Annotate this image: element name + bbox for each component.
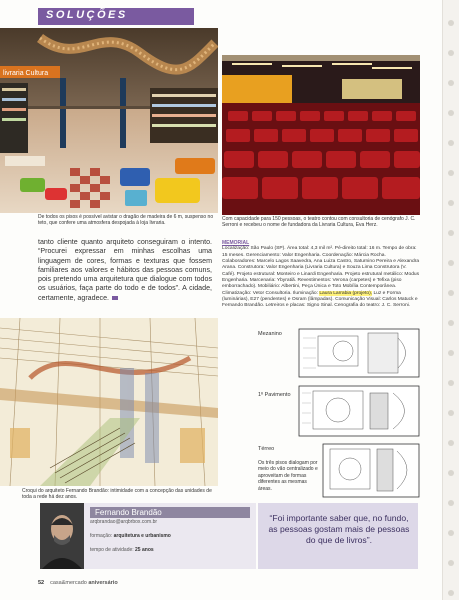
plan-mezanino <box>298 328 420 378</box>
body-text <box>38 238 212 303</box>
plan-label-mezanino: Mezanino <box>258 331 282 337</box>
memorial-text: Localização: São Paulo (SP). Área total: 4,3 mil m². Pé-direito total: 16 m. Tempo de obra: 15 meses. Gerenciamento: Valor Engenharia. Coordenação: Márcia Rocha. Colaboradores: Marcelo Lagos Saavedra, Ana Luiza Castro, Saturnino Pereira e Alexandra Arana. Construtora: Valor Engenharia (Livraria Cultura) e Souza Lima Construtora (V. Café). Projeto estrutural: Monteiro e Linardi Engenharia. Projeto estrutural metálico: Modus Engenharia. Marcenaria: Ybyratiã. Revestimentos: Verona (carpetes) e Tefixa (piso emborrachado). Mobiliário: Albertini, Peça Única e Toto Mobília Contemporânea. Climatização: Vetor Consultoria. Iluminação: <box>222 246 420 296</box>
author-photo <box>40 503 84 569</box>
plan-terreo <box>322 443 420 498</box>
quote-box <box>258 503 418 569</box>
caption-sketch: Croqui do arquiteto Fernando Brandão: intimidade com a concepção das unidades de toda a rede há dez anos. <box>22 488 212 501</box>
author-activity: tempo de atividade: 25 anos <box>90 547 154 553</box>
section-label: SOLUÇÕES <box>46 9 128 21</box>
memorial-text-end: Luz e Forma (luminárias), E27 (pendentes) e Osram (lâmpadas). Comunicação Visual: Carlos Matuck e Fernando Brandão. Letreiros e placas: Signo Sinal. Cenografia do teatro: J. C. Serroni. <box>222 290 418 309</box>
architect-sketch <box>0 318 218 486</box>
theater-photo <box>222 55 420 215</box>
page-number: 52 <box>38 580 45 586</box>
caption-theater: Com capacidade para 150 pessoas, o teatro contou com consultoria de cenógrafo J. C. Serroni e recebeu o nome de fundadora da Livraria Cultura, Eva Herz. <box>222 216 416 229</box>
end-mark-icon <box>112 296 118 300</box>
footer-section: aniversário <box>88 580 118 586</box>
memorial-block <box>222 240 420 310</box>
plan-label-terreo: Térreo <box>258 446 275 452</box>
pull-quote: “Foi importante saber que, no fundo, as pessoas gostam mais de pessoas do que de livros”. <box>268 513 410 545</box>
page-footer <box>38 580 118 586</box>
binding-strip <box>442 0 459 600</box>
sign-text: livraria Cultura <box>3 70 49 77</box>
body-paragraph: tanto cliente quanto arquiteto conseguiram o intento. “Procurei expressar em minhas escolhas uma linguagem de cores, formas e texturas que fossem familiares aos valores e hábitos das pessoas comuns, pois pretendo uma arquitetura que dialogue com todos os usuários, faça parte do todo e de todos”. A cidade, certamente, agradece. <box>38 238 212 302</box>
caption-bookstore: De todos os pisos é possível avistar o dragão de madeira de 6 m, suspenso no teto, que confere uma atmosfera despojada à loja livraria. <box>38 214 214 227</box>
plan-1-pavimento <box>298 385 420 437</box>
memorial-heading: MEMORIAL <box>222 240 250 246</box>
section-header <box>38 8 194 25</box>
author-email: arqbrandao@arqbrbox.com.br <box>90 519 158 525</box>
author-name: Fernando Brandão <box>90 507 250 518</box>
plan-label-1-pavimento: 1º Pavimento <box>258 392 291 398</box>
memorial-highlight: Laura Larrabia (projeto), <box>319 290 373 296</box>
bookstore-photo <box>0 28 218 213</box>
author-box <box>40 503 256 569</box>
author-formation: formação: arquitetura e urbanismo <box>90 533 171 539</box>
caption-plans: Os três pisos dialogam por meio do vão centralizado e aproveitam de formas diferentes as mesmas áreas. <box>258 460 318 492</box>
magazine-name: casa&mercado <box>50 580 87 586</box>
